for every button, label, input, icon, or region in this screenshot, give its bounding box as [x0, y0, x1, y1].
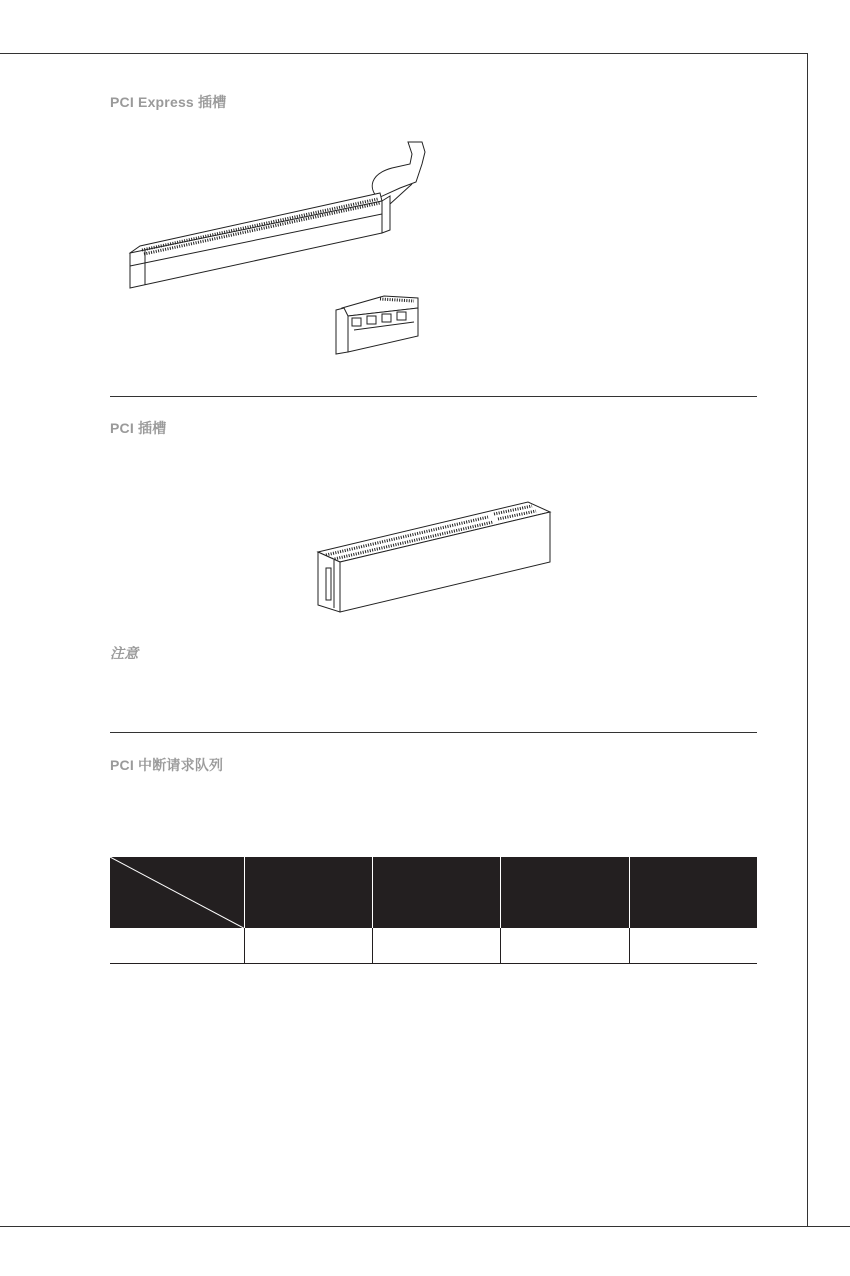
note-heading: 注意 — [110, 645, 139, 661]
table-header-cell — [244, 857, 372, 928]
pcie-x16-slot-illustration — [130, 138, 440, 293]
table-cell — [500, 928, 629, 964]
table-row — [110, 928, 757, 964]
table-cell — [244, 928, 372, 964]
pcie-slot-heading: PCI Express 插槽 — [110, 94, 227, 110]
table-cell — [629, 928, 757, 964]
table-cell — [110, 928, 244, 964]
table-corner-header — [110, 857, 244, 928]
section-divider — [110, 396, 757, 397]
table-header-cell — [372, 857, 500, 928]
irq-routing-table — [110, 857, 757, 964]
table-header-row — [110, 857, 757, 928]
pci-slot-illustration — [318, 500, 558, 618]
pcie-x1-slot-illustration — [334, 294, 418, 354]
table-header-cell — [500, 857, 629, 928]
table-cell — [372, 928, 500, 964]
table-header-cell — [629, 857, 757, 928]
page-frame-right-line — [807, 53, 808, 1226]
diagonal-divider — [110, 857, 244, 928]
section-divider — [110, 732, 757, 733]
page-frame-top-line — [0, 53, 808, 54]
pci-irq-heading: PCI 中断请求队列 — [110, 757, 224, 773]
page-frame-bottom-line — [0, 1226, 850, 1227]
pci-slot-heading: PCI 插槽 — [110, 420, 167, 436]
